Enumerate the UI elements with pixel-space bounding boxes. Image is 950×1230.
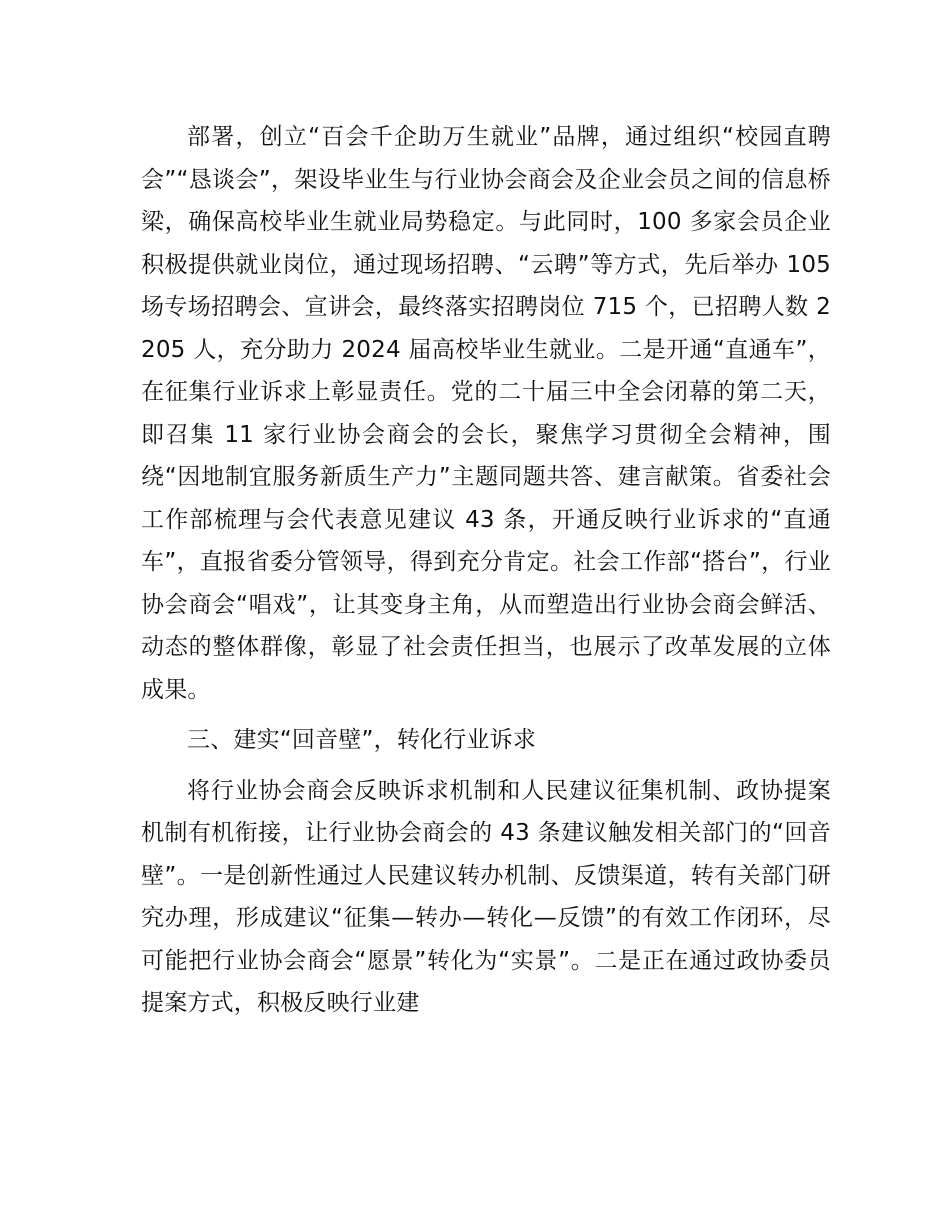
document-body [141,116,831,1025]
body-paragraph-1: 部署，创立“百会千企助万生就业”品牌，通过组织“校园直聘会”“恳谈会”，架设毕业生与行业协会商会及企业会员之间的信息桥梁，确保高校毕业生就业局势稳定。与此同时，100 多家会员企业积极提供就业岗位，通过现场招聘、“云聘”等方式，先后举办 105 场专场招聘会、宣讲会，最终落实招聘岗位 715 个，已招聘人数 2205 人，充分助力 2024 届高校毕业生就业。二是开通“直通车”，在征集行业诉求上彰显责任。党的二十届三中全会闭幕的第二天，即召集 11 家行业协会商会的会长，聚焦学习贯彻全会精神，围绕“因地制宜服务新质生产力”主题同题共答、建言献策。省委社会工作部梳理与会代表意见建议 43 条，开通反映行业诉求的“直通车”，直报省委分管领导，得到充分肯定。社会工作部“搭台”，行业协会商会“唱戏”，让其变身主角，从而塑造出行业协会商会鲜活、动态的整体群像，彰显了社会责任担当，也展示了改革发展的立体成果。 [141,124,831,703]
section-heading: 三、建实“回音壁”，转化行业诉求 [187,727,537,753]
body-paragraph-2: 将行业协会商会反映诉求机制和人民建议征集机制、政协提案机制有机衔接，让行业协会商会的 43 条建议触发相关部门的“回音壁”。一是创新性通过人民建议转办机制、反馈渠道，转有关部门研究办理，形成建议“征集—转办—转化—反馈”的有效工作闭环，尽可能把行业协会商会“愿景”转化为“实景”。二是正在通过政协委员提案方式，积极反映行业建 [141,777,831,1016]
